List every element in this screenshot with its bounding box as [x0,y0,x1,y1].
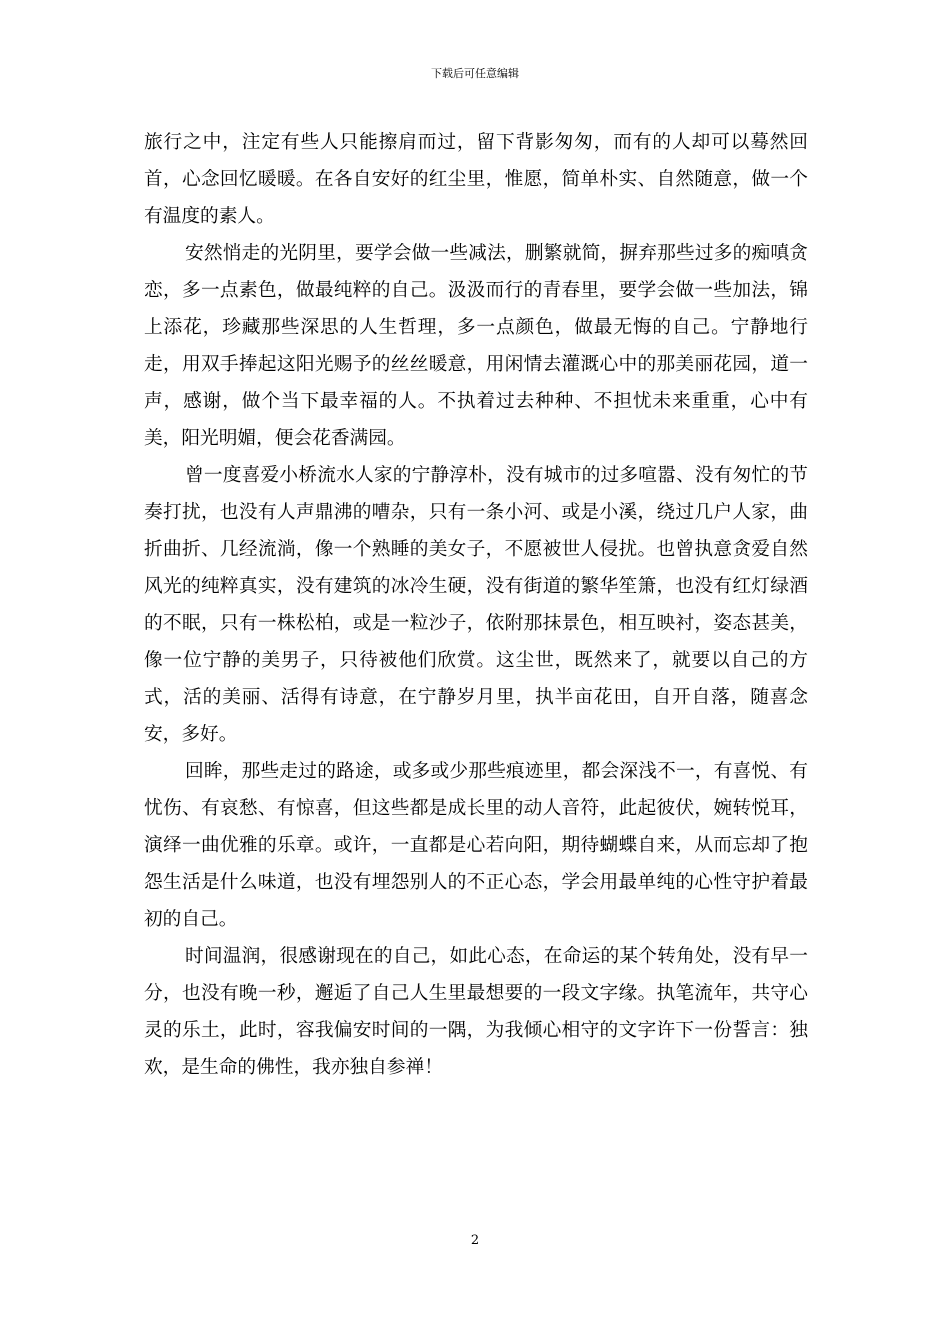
page-header: 下载后可任意编辑 [431,67,519,80]
paragraph-5: 时间温润，很感谢现在的自己，如此心态，在命运的某个转角处，没有早一分，也没有晚一秒，邂逅了自己人生里最想要的一段文字缘。执笔流年，共守心灵的乐土，此时，容我偏安时间的一隅，为我倾心相守的文字许下一份誓言：独欢，是生命的佛性，我亦独自参禅！ [144,946,808,1078]
paragraph-4: 回眸，那些走过的路途，或多或少那些痕迹里，都会深浅不一，有喜悦、有忧伤、有哀愁、有惊喜，但这些都是成长里的动人音符，此起彼伏，婉转悦耳，演绎一曲优雅的乐章。或许，一直都是心若向阳，期待蝴蝶自来，从而忘却了抱怨生活是什么味道，也没有埋怨别人的不正心态，学会用最单纯的心性守护着最初的自己。 [144,761,808,930]
paragraph-1: 旅行之中，注定有些人只能擦肩而过，留下背影匆匆，而有的人却可以蓦然回首，心念回忆暖暖。在各自安好的红尘里，惟愿，简单朴实、自然随意，做一个有温度的素人。 [144,132,808,227]
document-body [144,124,808,1086]
page-number: 2 [470,1233,480,1248]
paragraph-3: 曾一度喜爱小桥流水人家的宁静淳朴，没有城市的过多喧嚣、没有匆忙的节奏打扰，也没有人声鼎沸的嘈杂，只有一条小河、或是小溪，绕过几户人家，曲折曲折、几经流淌，像一个熟睡的美女子，不愿被世人侵扰。也曾执意贪爱自然风光的纯粹真实，没有建筑的冰冷生硬，没有街道的繁华笙箫，也没有红灯绿酒的不眠，只有一株松柏，或是一粒沙子，依附那抹景色，相互映衬，姿态甚美，像一位宁静的美男子，只待被他们欣赏。这尘世，既然来了，就要以自己的方式，活的美丽、活得有诗意，在宁静岁月里，执半亩花田，自开自落，随喜念安，多好。 [144,465,808,745]
paragraph-2: 安然悄走的光阴里，要学会做一些减法，删繁就简，摒弃那些过多的痴嗔贪恋，多一点素色，做最纯粹的自己。汲汲而行的青春里，要学会做一些加法，锦上添花，珍藏那些深思的人生哲理，多一点颜色，做最无悔的自己。宁静地行走，用双手捧起这阳光赐予的丝丝暖意，用闲情去灌溉心中的那美丽花园，道一声，感谢，做个当下最幸福的人。不执着过去种种、不担忧未来重重，心中有美，阳光明媚，便会花香满园。 [144,243,808,449]
